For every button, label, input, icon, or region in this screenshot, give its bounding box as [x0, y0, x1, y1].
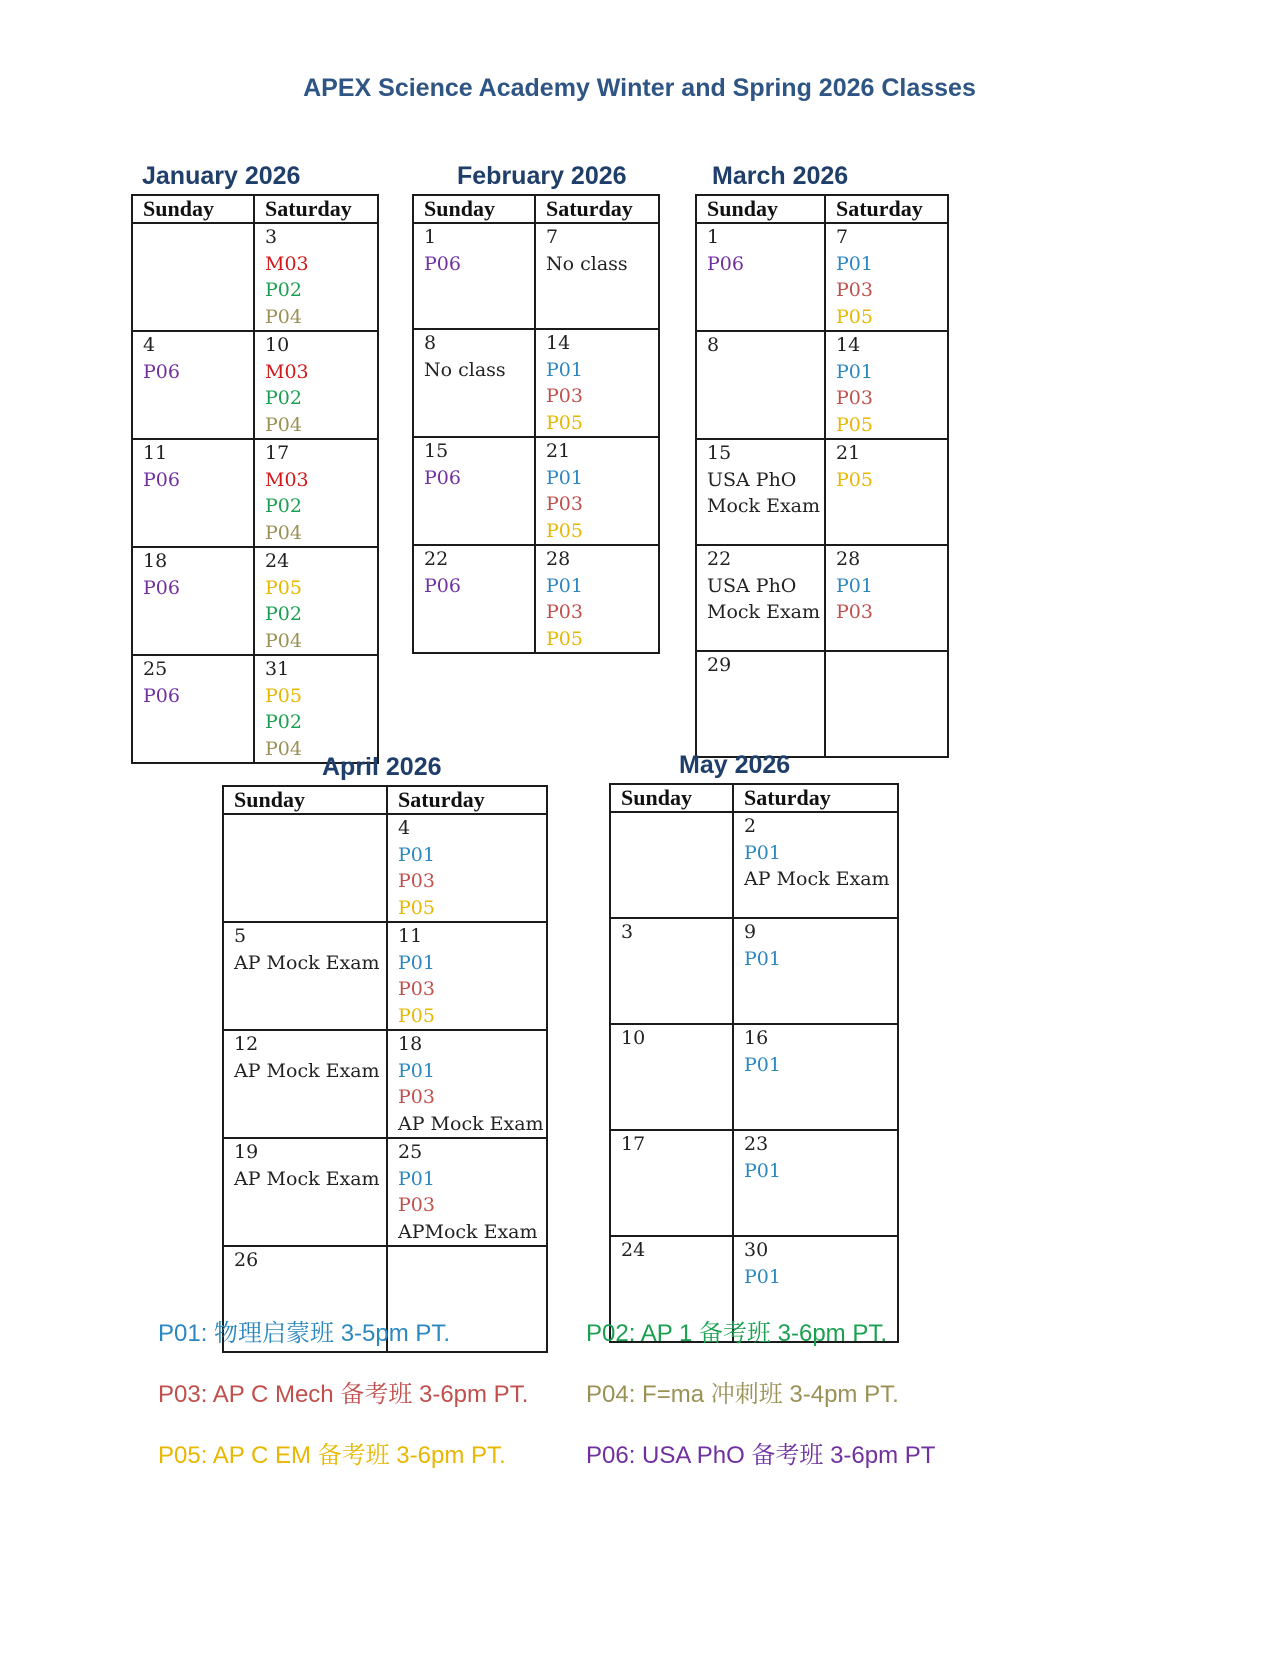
class-code: P03 — [836, 279, 873, 301]
week-row — [223, 814, 547, 922]
page-title: APEX Science Academy Winter and Spring 2026 Classes — [303, 74, 976, 102]
class-code: P03 — [836, 601, 873, 623]
day-number: 9 — [744, 921, 757, 943]
class-code: P03 — [546, 385, 583, 407]
class-code: P05 — [265, 576, 302, 599]
day-number: 11 — [143, 442, 168, 464]
day-number: 1 — [424, 226, 437, 248]
class-code: P01 — [398, 843, 435, 866]
week-row — [132, 547, 378, 655]
class-code: P01 — [546, 466, 583, 489]
sunday-header: Sunday — [696, 195, 825, 223]
class-code: P05 — [398, 1004, 435, 1027]
sunday-cell — [223, 1030, 387, 1138]
day-number: 12 — [234, 1033, 259, 1055]
day-number: 14 — [836, 334, 861, 356]
week-row — [223, 922, 547, 1030]
class-code: P01 — [398, 1167, 435, 1190]
event-label: Mock Exam — [707, 495, 821, 517]
week-row — [413, 545, 659, 653]
saturday-cell — [825, 331, 948, 439]
class-code: P01 — [546, 358, 583, 381]
month-april — [222, 749, 548, 1353]
day-number: 7 — [546, 226, 559, 248]
day-number: 5 — [234, 925, 247, 947]
day-number: 4 — [143, 334, 156, 356]
week-row — [413, 223, 659, 329]
event-label: AP Mock Exam — [234, 1167, 380, 1190]
calendar-table — [131, 194, 379, 764]
day-number: 10 — [621, 1027, 646, 1049]
sunday-header: Sunday — [223, 786, 387, 814]
week-row — [132, 655, 378, 763]
class-code: P01 — [398, 1059, 435, 1082]
saturday-cell — [254, 331, 378, 439]
class-code: P03 — [398, 870, 435, 892]
class-code: P03 — [398, 1086, 435, 1108]
day-number: 3 — [621, 921, 634, 943]
class-code: P06 — [424, 574, 461, 597]
sunday-cell — [696, 223, 825, 331]
class-code: P02 — [265, 495, 302, 517]
class-code: M03 — [265, 468, 309, 491]
sunday-cell — [610, 1024, 733, 1130]
event-label: APMock Exam — [398, 1220, 538, 1243]
event-label: Mock Exam — [707, 601, 821, 623]
class-code: P06 — [143, 684, 180, 707]
saturday-cell — [535, 329, 659, 437]
class-code: P04 — [265, 629, 302, 652]
week-row — [223, 1030, 547, 1138]
class-code: P04 — [265, 305, 302, 328]
sunday-cell — [610, 812, 733, 918]
day-number: 1 — [707, 226, 720, 248]
saturday-cell — [535, 437, 659, 545]
day-number: 24 — [265, 550, 290, 572]
week-row — [610, 918, 898, 1024]
class-code: P04 — [265, 521, 302, 544]
legend-p04: P04: F=ma 冲刺班 3-4pm PT. — [586, 1381, 899, 1408]
saturday-header: Saturday — [733, 784, 898, 812]
class-code: P01 — [398, 951, 435, 974]
day-number: 28 — [546, 548, 571, 570]
sunday-cell — [223, 922, 387, 1030]
event-label: AP Mock Exam — [744, 868, 890, 890]
class-code: P02 — [265, 387, 302, 409]
class-code: P01 — [836, 574, 873, 597]
day-number: 18 — [143, 550, 168, 572]
month-may — [609, 747, 899, 1343]
class-code: P03 — [398, 978, 435, 1000]
class-code: P05 — [546, 519, 583, 542]
event-label: USA PhO — [707, 574, 797, 597]
month-march — [695, 158, 949, 758]
week-row — [696, 331, 948, 439]
saturday-header: Saturday — [825, 195, 948, 223]
sunday-cell — [132, 223, 254, 331]
sunday-cell — [132, 331, 254, 439]
class-code: M03 — [265, 252, 309, 275]
class-code: P02 — [265, 603, 302, 625]
event-label: No class — [424, 358, 506, 381]
day-number: 22 — [424, 548, 449, 570]
sunday-cell — [696, 439, 825, 545]
week-row — [696, 545, 948, 651]
month-title: February 2026 — [457, 162, 627, 190]
saturday-cell — [387, 922, 547, 1030]
class-code: P05 — [265, 684, 302, 707]
saturday-cell — [825, 651, 948, 757]
day-number: 28 — [836, 548, 861, 570]
sunday-cell — [223, 1138, 387, 1246]
saturday-cell — [254, 655, 378, 763]
saturday-cell — [387, 1138, 547, 1246]
class-code: P05 — [546, 627, 583, 650]
sunday-header: Sunday — [132, 195, 254, 223]
class-code: P06 — [424, 252, 461, 275]
class-code: P05 — [836, 468, 873, 491]
month-title: April 2026 — [322, 753, 442, 781]
class-code: P04 — [265, 737, 302, 760]
class-code: P06 — [143, 468, 180, 491]
month-title: January 2026 — [142, 162, 301, 190]
saturday-cell — [733, 1130, 898, 1236]
day-number: 2 — [744, 815, 757, 837]
month-title: May 2026 — [679, 751, 791, 779]
event-label: USA PhO — [707, 468, 797, 491]
legend-p06: P06: USA PhO 备考班 3-6pm PT — [586, 1442, 936, 1469]
day-number: 4 — [398, 817, 411, 839]
saturday-cell — [733, 918, 898, 1024]
class-code: P03 — [836, 387, 873, 409]
day-number: 24 — [621, 1239, 646, 1261]
saturday-header: Saturday — [387, 786, 547, 814]
day-number: 29 — [707, 654, 732, 676]
day-number: 17 — [621, 1133, 646, 1155]
class-code: P01 — [546, 574, 583, 597]
legend-p01: P01: 物理启蒙班 3-5pm PT. — [158, 1320, 451, 1347]
week-row — [610, 1024, 898, 1130]
day-number: 21 — [546, 440, 571, 462]
day-number: 31 — [265, 658, 290, 680]
sunday-cell — [132, 439, 254, 547]
sunday-cell — [696, 545, 825, 651]
saturday-cell — [825, 223, 948, 331]
sunday-cell — [132, 547, 254, 655]
sunday-cell — [610, 918, 733, 1024]
day-number: 21 — [836, 442, 861, 464]
day-number: 17 — [265, 442, 290, 464]
saturday-cell — [254, 223, 378, 331]
class-code: P03 — [398, 1194, 435, 1216]
week-row — [610, 1130, 898, 1236]
event-label: No class — [546, 252, 628, 275]
legend-p03: P03: AP C Mech 备考班 3-6pm PT. — [158, 1381, 529, 1408]
day-number: 23 — [744, 1133, 769, 1155]
class-code: P02 — [265, 711, 302, 733]
class-code: P01 — [744, 1159, 781, 1182]
class-code: P05 — [546, 411, 583, 434]
saturday-cell — [733, 812, 898, 918]
day-number: 14 — [546, 332, 571, 354]
day-number: 16 — [744, 1027, 769, 1049]
week-row — [413, 329, 659, 437]
day-number: 25 — [143, 658, 168, 680]
calendar-table — [412, 194, 660, 654]
event-label: AP Mock Exam — [234, 951, 380, 974]
saturday-cell — [535, 223, 659, 329]
month-title: March 2026 — [712, 162, 849, 190]
month-january — [131, 158, 379, 764]
class-code: P01 — [744, 1265, 781, 1288]
class-code: P04 — [265, 413, 302, 436]
class-code: P03 — [546, 493, 583, 515]
saturday-cell — [825, 545, 948, 651]
day-number: 25 — [398, 1141, 423, 1163]
class-code: P02 — [265, 279, 302, 301]
class-code: P06 — [143, 360, 180, 383]
class-code: P06 — [707, 252, 744, 275]
week-row — [696, 439, 948, 545]
class-code: P05 — [836, 413, 873, 436]
saturday-cell — [733, 1024, 898, 1130]
class-code: P01 — [744, 947, 781, 970]
day-number: 18 — [398, 1033, 423, 1055]
week-row — [610, 812, 898, 918]
saturday-cell — [825, 439, 948, 545]
day-number: 19 — [234, 1141, 259, 1163]
class-code: P01 — [836, 360, 873, 383]
legend-p02: P02: AP 1 备考班 3-6pm PT. — [586, 1320, 888, 1347]
saturday-cell — [387, 814, 547, 922]
sunday-header: Sunday — [413, 195, 535, 223]
saturday-cell — [535, 545, 659, 653]
sunday-header: Sunday — [610, 784, 733, 812]
saturday-cell — [254, 547, 378, 655]
day-number: 15 — [424, 440, 449, 462]
week-row — [413, 437, 659, 545]
day-number: 26 — [234, 1249, 259, 1271]
day-number: 8 — [707, 334, 720, 356]
sunday-cell — [413, 545, 535, 653]
week-row — [696, 223, 948, 331]
sunday-cell — [610, 1130, 733, 1236]
class-code: P05 — [836, 305, 873, 328]
event-label: AP Mock Exam — [398, 1112, 544, 1135]
day-number: 22 — [707, 548, 732, 570]
class-code: P01 — [744, 1053, 781, 1076]
class-code: P05 — [398, 896, 435, 919]
day-number: 15 — [707, 442, 732, 464]
week-row — [132, 439, 378, 547]
sunday-cell — [413, 223, 535, 329]
week-row — [223, 1138, 547, 1246]
day-number: 3 — [265, 226, 278, 248]
calendar-table — [222, 785, 548, 1353]
event-label: AP Mock Exam — [234, 1059, 380, 1082]
class-code: P06 — [143, 576, 180, 599]
saturday-header: Saturday — [254, 195, 378, 223]
sunday-cell — [132, 655, 254, 763]
week-row — [132, 331, 378, 439]
day-number: 11 — [398, 925, 423, 947]
class-code: M03 — [265, 360, 309, 383]
class-code: P01 — [744, 841, 781, 864]
calendar-table — [609, 783, 899, 1343]
class-code: P01 — [836, 252, 873, 275]
sunday-cell — [223, 814, 387, 922]
legend-p05: P05: AP C EM 备考班 3-6pm PT. — [158, 1442, 506, 1469]
day-number: 30 — [744, 1239, 769, 1261]
week-row — [696, 651, 948, 757]
class-code: P03 — [546, 601, 583, 623]
sunday-cell — [413, 437, 535, 545]
sunday-cell — [696, 331, 825, 439]
week-row — [132, 223, 378, 331]
sunday-cell — [413, 329, 535, 437]
sunday-cell — [696, 651, 825, 757]
day-number: 10 — [265, 334, 290, 356]
saturday-cell — [387, 1030, 547, 1138]
day-number: 7 — [836, 226, 849, 248]
class-code: P06 — [424, 466, 461, 489]
calendar-table — [695, 194, 949, 758]
saturday-cell — [254, 439, 378, 547]
saturday-header: Saturday — [535, 195, 659, 223]
day-number: 8 — [424, 332, 437, 354]
month-february — [412, 158, 660, 654]
